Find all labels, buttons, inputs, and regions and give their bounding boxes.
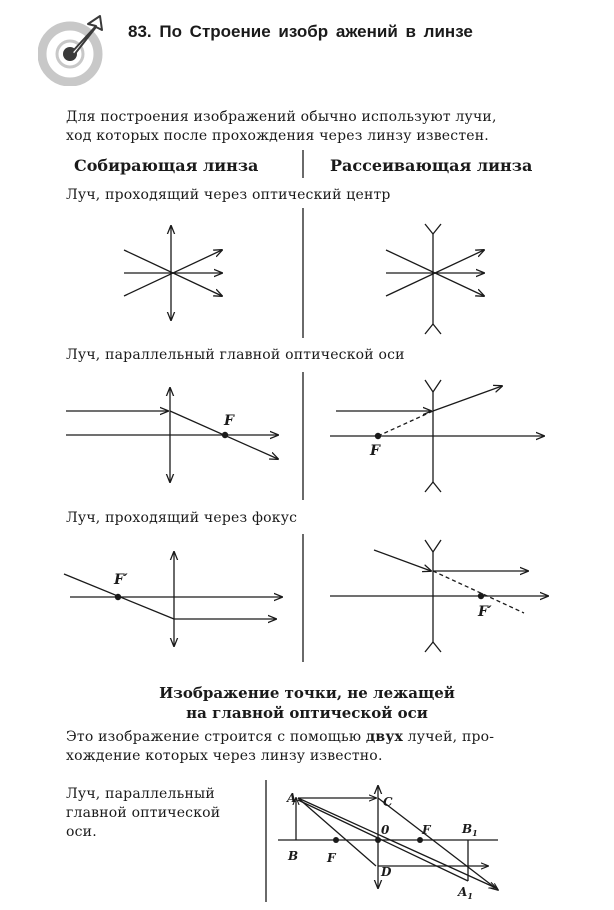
- side-note-line-3: оси.: [66, 824, 97, 840]
- point-section-text-2: хождение которых через линзу известно.: [66, 748, 383, 764]
- label-f-bottom-rear: F: [422, 823, 431, 837]
- section-label-center: Луч, проходящий через оптический центр: [66, 187, 391, 203]
- side-note-line-1: Луч, параллельный: [66, 786, 215, 802]
- optical-center-bottom: [375, 837, 381, 843]
- focus-point-converging: [222, 432, 228, 438]
- diagram-converging-parallel: [66, 388, 278, 482]
- diagram-diverging-focus: [330, 540, 548, 652]
- diagram-converging-center: [124, 226, 222, 320]
- label-a: A: [287, 791, 297, 805]
- front-focus-diverging: [478, 593, 484, 599]
- diagram-diverging-center: [386, 224, 484, 334]
- side-note-line-2: главной оптической: [66, 805, 221, 821]
- rear-focus-bottom: [417, 837, 423, 843]
- label-fprime-diverging: F′: [478, 604, 492, 620]
- label-a1: $A_1$: [458, 885, 473, 901]
- label-d: D: [381, 865, 392, 879]
- front-focus-bottom: [333, 837, 339, 843]
- section-label-focus: Луч, проходящий через фокус: [66, 510, 298, 526]
- label-b1: $B_1$: [462, 822, 478, 838]
- point-section-title-1: Изображение точки, не лежащей: [159, 684, 455, 702]
- intro-line-1: Для построения изображений обычно используют лучи,: [66, 109, 497, 125]
- diagram-diverging-parallel: [330, 380, 544, 492]
- section-label-parallel: Луч, параллельный главной оптической оси: [66, 347, 405, 363]
- point-section-text-1: Это изображение строится с помощью двух лучей, про-: [66, 729, 495, 745]
- diagram-converging-focus: [64, 552, 282, 646]
- label-b: B: [288, 849, 299, 863]
- page-title: 83. По Строение изобр ажений в линзе: [128, 22, 473, 41]
- column-title-converging: Собирающая линза: [74, 156, 259, 175]
- label-f-bottom-front: F: [327, 851, 336, 865]
- focus-point-diverging: [375, 433, 381, 439]
- label-f-converging: F: [224, 413, 234, 429]
- point-section-title-2: на главной оптической оси: [186, 704, 428, 722]
- diagram-points: [115, 432, 484, 843]
- intro-line-2: ход которых после прохождения через линзу известен.: [66, 128, 489, 144]
- label-o: 0: [381, 823, 390, 837]
- front-focus-converging: [115, 594, 121, 600]
- label-c: C: [383, 795, 393, 809]
- column-title-diverging: Рассеивающая линза: [330, 156, 533, 175]
- label-f-diverging: F: [370, 443, 380, 459]
- label-fprime-converging: F′: [114, 572, 128, 588]
